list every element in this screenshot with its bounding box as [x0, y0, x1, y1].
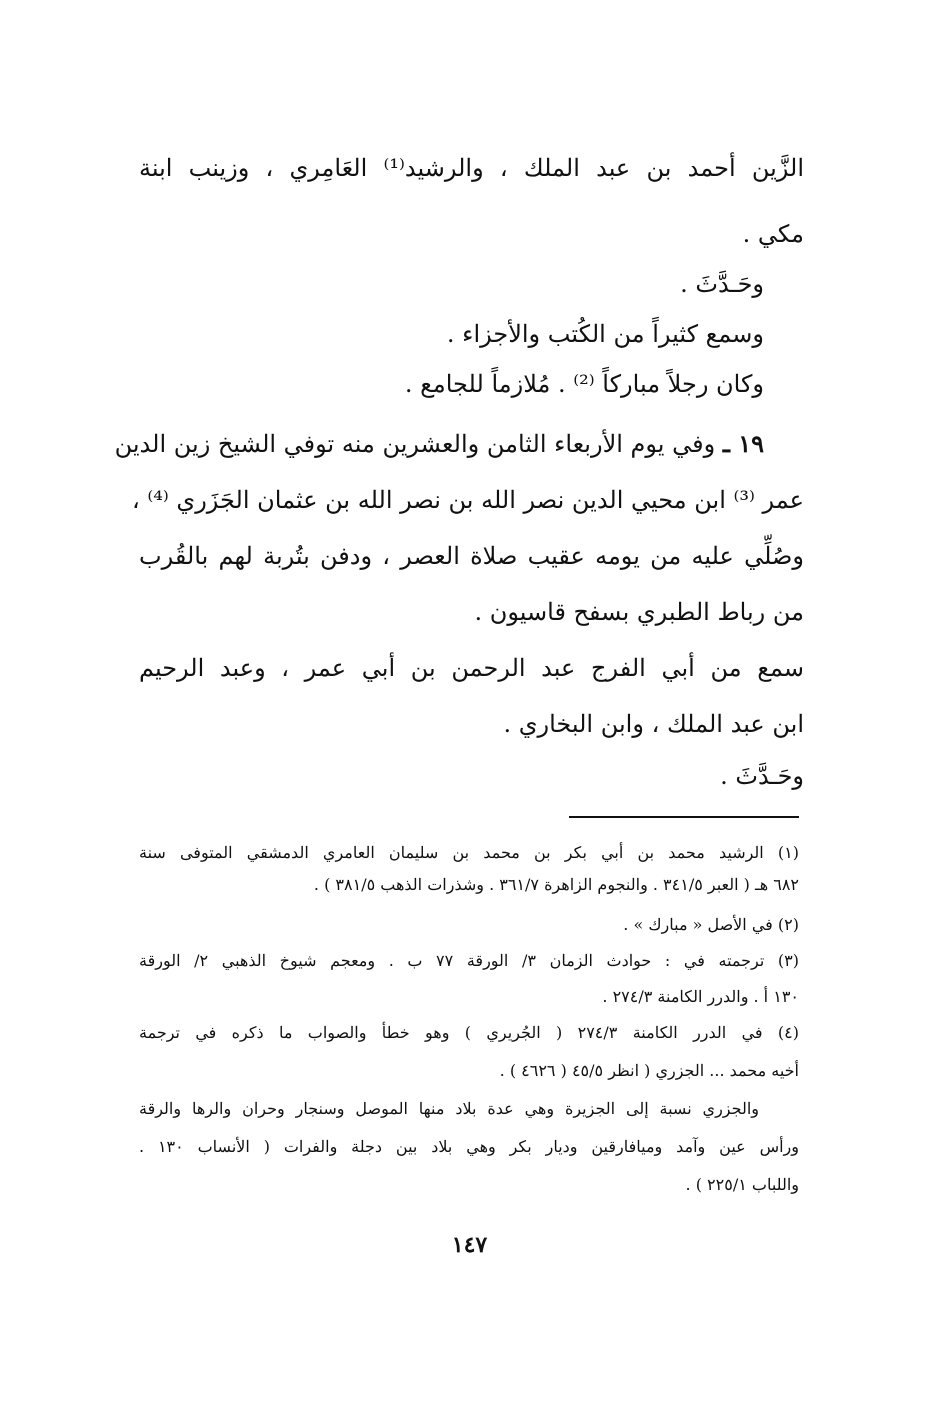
footnote-line: (٢) في الأصل « مبارك » .: [623, 915, 799, 934]
footnote-line: (٤) في الدرر الكامنة ٢٧٤/٣ ( الجُريري ) وهو خطأ والصواب ما ذكره في ترجمة: [139, 1023, 799, 1042]
main-line: سمع من أبي الفرج عبد الرحمن بن أبي عمر ، وعبد الرحيم: [139, 654, 804, 682]
main-line: الزَّين أحمد بن عبد الملك ، والرشيد⁽¹⁾ العَامِري ، وزينب ابنة: [139, 154, 804, 182]
main-line: وكان رجلاً مباركاً ⁽²⁾ . مُلازماً للجامع .: [404, 370, 764, 398]
footnote-line: ١٣٠ أ . والدرر الكامنة ٢٧٤/٣ .: [602, 987, 799, 1006]
footnote-line: (٣) ترجمته في : حوادث الزمان ٣/ الورقة ٧٧ ب . ومعجم شيوخ الذهبي ٢/ الورقة: [139, 951, 800, 970]
page-number: ١٤٧: [451, 1232, 488, 1258]
main-line: وصُلِّي عليه من يومه عقيب صلاة العصر ، ودفن بتُربة لهم بالقُرب: [139, 542, 804, 570]
main-line: وحَـدَّثَ .: [680, 270, 764, 298]
footnote-line: (١) الرشيد محمد بن أبي بكر بن محمد بن سليمان العامري الدمشقي المتوفى سنة: [139, 843, 799, 862]
footnote-line: والجزري نسبة إلى الجزيرة وهي عدة بلاد منها الموصل وسنجار وحران والرها والرقة: [139, 1099, 759, 1118]
main-line: عمر ⁽³⁾ ابن محيي الدين نصر الله بن نصر الله بن عثمان الجَزَري ⁽⁴⁾ ،: [132, 486, 804, 514]
footnote-divider: [569, 816, 799, 818]
main-line: من رباط الطبري بسفح قاسيون .: [474, 598, 804, 626]
main-line: ابن عبد الملك ، وابن البخاري .: [503, 710, 804, 738]
footnote-line: ورأس عين وآمد وميافارقين وديار بكر وهي بلاد بين دجلة والفرات ( الأنساب ١٣٠ .: [139, 1137, 799, 1156]
entry-19-first-line: [114, 426, 764, 462]
entry-number: ١٩ ـ: [722, 429, 764, 458]
entry-text: وفي يوم الأربعاء الثامن والعشرين منه توفي الشيخ زين الدين: [114, 430, 716, 458]
main-line: وسمع كثيراً من الكُتب والأجزاء .: [446, 320, 764, 348]
footnote-line: أخيه محمد ... الجزري ( انظر ٤٥/٥ ( ٤٦٢٦ ) .: [499, 1061, 799, 1080]
footnote-line: واللباب ٢٢٥/١ ) .: [685, 1175, 799, 1194]
main-line: وحَـدَّثَ .: [720, 762, 804, 790]
main-line: مكي .: [742, 220, 804, 248]
footnote-line: ٦٨٢ هـ ( العبر ٣٤١/٥ . والنجوم الزاهرة ٣٦١/٧ . وشذرات الذهب ٣٨١/٥ ) .: [313, 875, 799, 894]
